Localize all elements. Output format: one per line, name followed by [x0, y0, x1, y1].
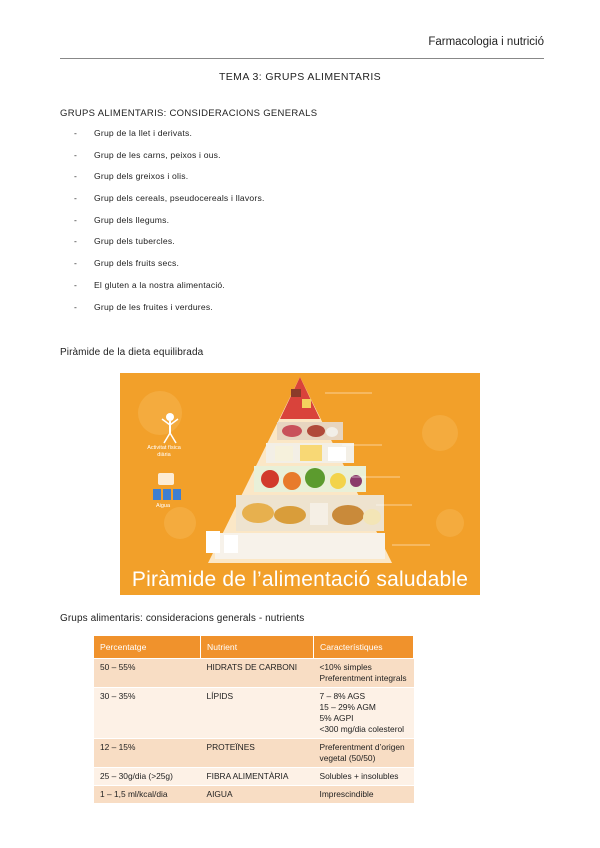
- pyramid-illustration: [120, 373, 480, 595]
- nutrients-table: [94, 636, 414, 803]
- cell-percentage: 1 – 1,5 ml/kcal/dia: [94, 786, 201, 804]
- list-item: - Grup dels fruits secs.: [74, 258, 180, 269]
- cell-percentage: 25 – 30g/dia (>25g): [94, 768, 201, 786]
- list-item: - Grup de les carns, peixos i ous.: [74, 149, 221, 160]
- food-groups-list: [74, 128, 265, 323]
- table-row: [94, 786, 414, 804]
- food-pyramid-image: [120, 373, 480, 595]
- section-heading-general: GRUPS ALIMENTARIS: CONSIDERACIONS GENERALS: [60, 108, 318, 119]
- list-item: - El gluten a la nostra alimentació.: [74, 279, 226, 290]
- cell-nutrient: PROTEÏNES: [201, 739, 314, 768]
- cell-nutrient: FIBRA ALIMENTÀRIA: [201, 768, 314, 786]
- list-item: - Grup dels tubercles.: [74, 236, 175, 247]
- list-item: - Grup dels cereals, pseudocereals i llavors.: [74, 193, 265, 204]
- cell-percentage: 12 – 15%: [94, 739, 201, 768]
- cell-nutrient: HIDRATS DE CARBONI: [201, 659, 314, 688]
- pyramid-banner-title: Piràmide de l’alimentació saludable: [131, 568, 469, 591]
- activity-label: Activitat física diària: [147, 445, 181, 458]
- cell-features: Solubles + insolubles: [314, 768, 414, 786]
- list-item: - Grup dels llegums.: [74, 214, 170, 225]
- list-item: - Grup de les fruites i verdures.: [74, 301, 213, 312]
- header-divider: [60, 58, 544, 59]
- cell-features: <10% simples Preferentment integrals: [314, 659, 414, 688]
- header-course-name: Farmacologia i nutrició: [428, 36, 544, 48]
- document-title: TEMA 3: GRUPS ALIMENTARIS: [218, 71, 382, 83]
- table-row: [94, 739, 414, 768]
- table-row: [94, 659, 414, 688]
- column-header-features: Característiques: [314, 636, 414, 659]
- table-header-row: [94, 636, 414, 659]
- table-row: [94, 768, 414, 786]
- table-row: [94, 688, 414, 739]
- cell-nutrient: LÍPIDS: [201, 688, 314, 739]
- cell-percentage: 50 – 55%: [94, 659, 201, 688]
- list-item: - Grup dels greixos i olis.: [74, 171, 189, 182]
- column-header-nutrient: Nutrient: [201, 636, 314, 659]
- cell-features: Preferentment d’origen vegetal (50/50): [314, 739, 414, 768]
- column-header-percentage: Percentatge: [94, 636, 201, 659]
- water-label: Aigua: [155, 503, 171, 509]
- cell-nutrient: AIGUA: [201, 786, 314, 804]
- cell-features: 7 – 8% AGS 15 – 29% AGM 5% AGPI <300 mg/dia colesterol: [314, 688, 414, 739]
- pyramid-caption: Piràmide de la dieta equilibrada: [60, 347, 204, 358]
- section-heading-nutrients: Grups alimentaris: consideracions generals - nutrients: [60, 613, 305, 624]
- cell-features: Imprescindible: [314, 786, 414, 804]
- cell-percentage: 30 – 35%: [94, 688, 201, 739]
- list-item: - Grup de la llet i derivats.: [74, 128, 193, 138]
